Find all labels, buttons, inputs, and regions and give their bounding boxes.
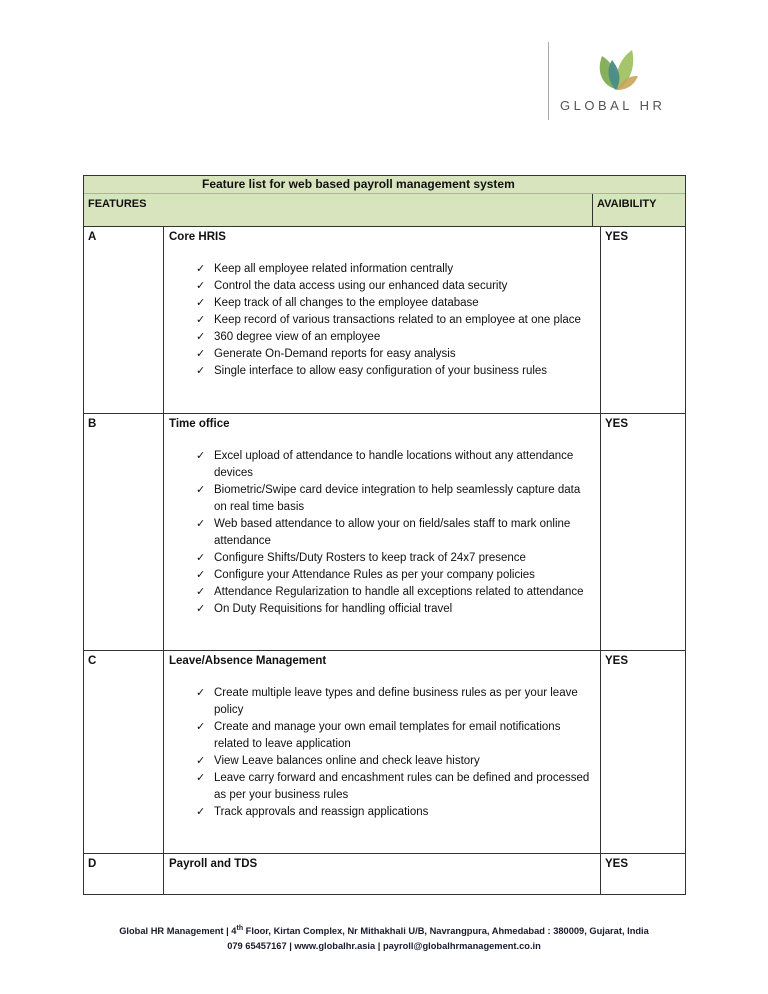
list-item (196, 363, 595, 380)
row-availability: YES (605, 655, 629, 667)
checkmark-icon: ✓ (196, 569, 206, 581)
list-item (196, 448, 595, 482)
list-item-text: Configure Shifts/Duty Rosters to keep track of 24x7 presence (214, 552, 526, 564)
list-item (196, 329, 595, 346)
footer-address-a: Global HR Management | 4 (119, 926, 237, 937)
checkmark-icon: ✓ (196, 280, 206, 292)
row-features (164, 227, 601, 413)
list-item-text: Keep track of all changes to the employee database (214, 297, 479, 309)
feature-list (169, 261, 595, 380)
row-letter: B (84, 414, 164, 650)
list-item-text: On Duty Requisitions for handling official travel (214, 603, 453, 615)
row-features (164, 651, 601, 853)
list-item-text: Keep all employee related information centrally (214, 263, 454, 275)
list-item (196, 516, 595, 550)
checkmark-icon: ✓ (196, 806, 206, 818)
checkmark-icon: ✓ (196, 331, 206, 343)
page-footer (0, 921, 768, 954)
checkmark-icon: ✓ (196, 365, 206, 377)
row-letter: D (84, 854, 164, 894)
feature-section-title: Time office (169, 418, 230, 430)
footer-address (0, 921, 768, 939)
checkmark-icon: ✓ (196, 687, 206, 699)
checkmark-icon: ✓ (196, 314, 206, 326)
list-item-text: Configure your Attendance Rules as per your company policies (214, 569, 535, 581)
list-item-text: Control the data access using our enhanced data security (214, 280, 508, 292)
list-item (196, 719, 595, 753)
list-item (196, 567, 595, 584)
row-letter: A (84, 227, 164, 413)
header-features: FEATURES (88, 198, 147, 210)
list-item (196, 753, 595, 770)
table-row (84, 651, 685, 854)
row-availability: YES (605, 418, 629, 430)
feature-section-title: Leave/Absence Management (169, 655, 327, 667)
footer-address-b: Floor, Kirtan Complex, Nr Mithakhali U/B, Navrangpura, Ahmedabad : 380009, Gujarat, India (243, 926, 649, 937)
checkmark-icon: ✓ (196, 721, 206, 733)
logo-divider (548, 42, 549, 120)
list-item (196, 584, 595, 601)
row-availability: YES (605, 858, 629, 870)
table-title: Feature list for web based payroll management system (84, 176, 685, 194)
row-availability: YES (605, 231, 629, 243)
list-item (196, 550, 595, 567)
list-item (196, 601, 595, 618)
checkmark-icon: ✓ (196, 755, 206, 767)
list-item (196, 278, 595, 295)
feature-table (83, 175, 686, 895)
row-letter: C (84, 651, 164, 853)
list-item (196, 312, 595, 329)
checkmark-icon: ✓ (196, 603, 206, 615)
header-availability: AVAIBILITY (592, 194, 685, 226)
list-item-text: 360 degree view of an employee (214, 331, 381, 343)
checkmark-icon: ✓ (196, 484, 206, 496)
list-item-text: Keep record of various transactions related to an employee at one place (214, 314, 581, 326)
list-item-text: Single interface to allow easy configuration of your business rules (214, 365, 548, 377)
list-item-text: Excel upload of attendance to handle locations without any attendance devices (214, 450, 574, 479)
row-features (164, 854, 601, 894)
list-item-text: Generate On-Demand reports for easy analysis (214, 348, 456, 360)
list-item (196, 804, 595, 821)
list-item-text: Create and manage your own email templates for email notifications related to leave application (214, 721, 561, 750)
list-item (196, 685, 595, 719)
list-item (196, 261, 595, 278)
row-features (164, 414, 601, 650)
checkmark-icon: ✓ (196, 552, 206, 564)
checkmark-icon: ✓ (196, 518, 206, 530)
checkmark-icon: ✓ (196, 297, 206, 309)
checkmark-icon: ✓ (196, 263, 206, 275)
table-row (84, 227, 685, 414)
list-item-text: Track approvals and reassign applications (214, 806, 429, 818)
list-item-text: Create multiple leave types and define business rules as per your leave policy (214, 687, 578, 716)
list-item-text: View Leave balances online and check leave history (214, 755, 480, 767)
company-logo (548, 42, 698, 122)
table-row (84, 854, 685, 894)
list-item (196, 770, 595, 804)
checkmark-icon: ✓ (196, 348, 206, 360)
table-header (84, 194, 685, 227)
table-row (84, 414, 685, 651)
feature-section-title: Payroll and TDS (169, 858, 258, 870)
checkmark-icon: ✓ (196, 450, 206, 462)
logo-text: GLOBAL HR (560, 98, 666, 113)
feature-list (169, 448, 595, 618)
list-item-text: Attendance Regularization to handle all exceptions related to attendance (214, 586, 584, 598)
list-item-text: Leave carry forward and encashment rules can be defined and processed as per your business rules (214, 772, 590, 801)
list-item (196, 295, 595, 312)
list-item-text: Web based attendance to allow your on field/sales staff to mark online attendance (214, 518, 571, 547)
checkmark-icon: ✓ (196, 772, 206, 784)
leaf-logo-icon (592, 46, 642, 92)
footer-address-sup: th (236, 925, 244, 932)
table-body (84, 227, 685, 894)
feature-list (169, 685, 595, 821)
footer-contact: 079 65457167 | www.globalhr.asia | payroll@globalhrmanagement.co.in (227, 941, 541, 952)
feature-section-title: Core HRIS (169, 231, 226, 243)
list-item-text: Biometric/Swipe card device integration to help seamlessly capture data on real time basis (214, 484, 581, 513)
list-item (196, 482, 595, 516)
checkmark-icon: ✓ (196, 586, 206, 598)
list-item (196, 346, 595, 363)
